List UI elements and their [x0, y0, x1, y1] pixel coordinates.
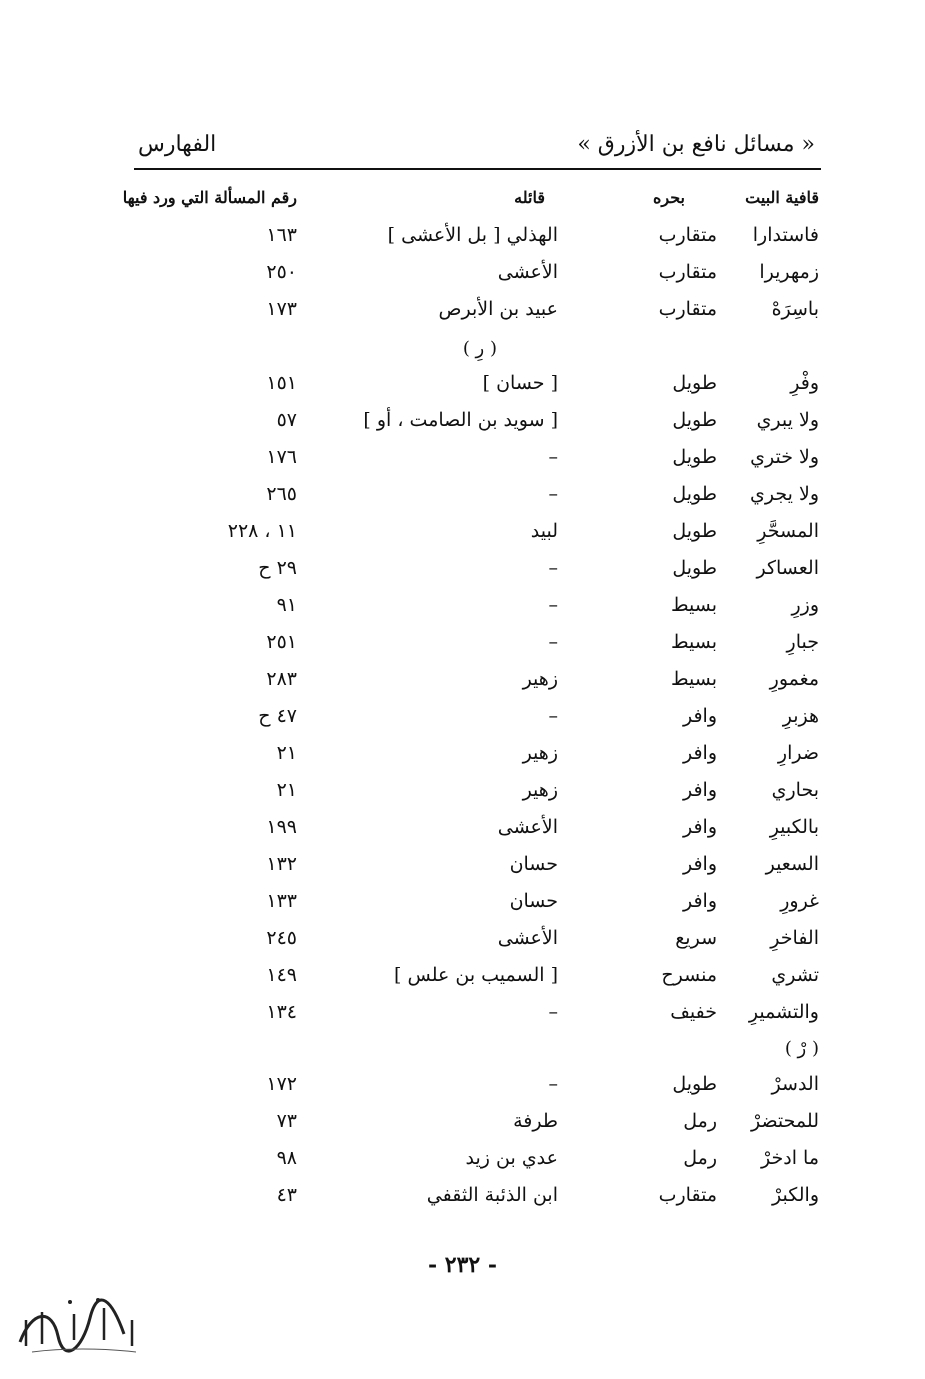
qafia-cell: السعير [765, 853, 819, 875]
table-row [0, 853, 925, 887]
bahr-cell: سريع [675, 927, 717, 949]
bahr-cell: متقارب [658, 224, 717, 246]
number-cell: ١٥١ [266, 372, 297, 394]
qail-cell: زهير [522, 779, 558, 801]
table-row [0, 927, 925, 961]
qafia-cell: ولا يبري [756, 409, 819, 431]
bahr-cell: طويل [672, 483, 717, 505]
qafia-cell: ضرارِ [777, 742, 819, 764]
qafia-cell: باسِرَهْ [771, 298, 819, 320]
table-row [0, 816, 925, 850]
section-marker-kasra: ( رِ ) [462, 338, 497, 359]
number-cell: ٤٧ ح [258, 705, 297, 727]
qafia-cell: تشري [771, 964, 819, 986]
qafia-cell: للمحتضرْ [750, 1110, 819, 1132]
qail-cell: ابن الذئبة الثقفي [426, 1184, 558, 1206]
qail-cell: لبيد [530, 520, 558, 542]
qafia-cell: وفْرِ [790, 372, 819, 394]
qail-cell: – [548, 1001, 558, 1023]
qafia-cell: بحاري [771, 779, 819, 801]
table-row [0, 668, 925, 702]
qail-cell: [ سويد بن الصامت ، أو ] [363, 409, 558, 431]
section-marker-sukun: ( رْ ) [784, 1038, 819, 1059]
qail-cell: طرفة [513, 1110, 558, 1132]
qafia-cell: فاستدارا [752, 224, 819, 246]
qafia-cell: ما ادخرْ [761, 1147, 819, 1169]
number-cell: ١٧٢ [266, 1073, 297, 1095]
column-header-bahr: بحره [653, 188, 685, 207]
qafia-cell: زمهريرا [759, 261, 819, 283]
number-cell: ١٣٤ [266, 1001, 297, 1023]
number-cell: ٢١ [276, 742, 297, 764]
table-row [0, 409, 925, 443]
bahr-cell: طويل [672, 557, 717, 579]
bahr-cell: وافر [682, 779, 717, 801]
bahr-cell: طويل [672, 1073, 717, 1095]
number-cell: ٢٥٠ [266, 261, 297, 283]
number-cell: ١١ ، ٢٢٨ [227, 520, 297, 542]
bahr-cell: متقارب [658, 298, 717, 320]
qail-cell: عبيد بن الأبرص [438, 298, 558, 320]
qafia-cell: الدسرْ [771, 1073, 819, 1095]
table-row [0, 1001, 925, 1035]
qafia-cell: بالكبيرِ [769, 816, 819, 838]
qafia-cell: جبارِ [786, 631, 819, 653]
number-cell: ٥٧ [276, 409, 297, 431]
bahr-cell: طويل [672, 520, 717, 542]
qafia-cell: مغمورِ [769, 668, 819, 690]
bahr-cell: متقارب [658, 261, 717, 283]
qail-cell: – [548, 446, 558, 468]
qail-cell: [ حسان ] [482, 372, 558, 394]
qafia-cell: هزبرِ [782, 705, 819, 727]
bahr-cell: وافر [682, 742, 717, 764]
number-cell: ٧٣ [276, 1110, 297, 1132]
table-row [0, 742, 925, 776]
qafia-cell: المسحَّرِ [757, 520, 819, 542]
number-cell: ٢١ [276, 779, 297, 801]
number-cell: ١٣٣ [266, 890, 297, 912]
number-cell: ١٧٣ [266, 298, 297, 320]
table-row [0, 779, 925, 813]
table-row [0, 1147, 925, 1181]
table-row [0, 964, 925, 998]
qail-cell: – [548, 705, 558, 727]
qail-cell: – [548, 483, 558, 505]
qail-cell: حسان [509, 853, 558, 875]
table-row [0, 298, 925, 332]
bahr-cell: خفيف [670, 1001, 717, 1023]
bahr-cell: طويل [672, 446, 717, 468]
qafia-cell: والكبرْ [772, 1184, 819, 1206]
bahr-cell: بسيط [670, 668, 717, 690]
section-title: الفهارس [138, 132, 217, 157]
number-cell: ٢٥١ [266, 631, 297, 653]
bahr-cell: رمل [683, 1147, 717, 1169]
bahr-cell: وافر [682, 705, 717, 727]
qail-cell: الهذلي [ بل الأعشى ] [387, 224, 558, 246]
number-cell: ٢٦٥ [266, 483, 297, 505]
table-row [0, 372, 925, 406]
number-cell: ١٧٦ [266, 446, 297, 468]
qail-cell: زهير [522, 668, 558, 690]
number-cell: ١٦٣ [266, 224, 297, 246]
qail-cell: زهير [522, 742, 558, 764]
qail-cell: حسان [509, 890, 558, 912]
bahr-cell: وافر [682, 890, 717, 912]
qail-cell: الأعشى [497, 927, 558, 949]
bahr-cell: طويل [672, 372, 717, 394]
table-row [0, 557, 925, 591]
number-cell: ١٩٩ [266, 816, 297, 838]
qail-cell: [ السميب بن علس ] [394, 964, 558, 986]
qail-cell: الأعشى [497, 261, 558, 283]
header-divider [134, 168, 821, 170]
bahr-cell: بسيط [670, 594, 717, 616]
qafia-cell: ولا ختري [750, 446, 819, 468]
qafia-cell: وزرِ [791, 594, 819, 616]
library-stamp-logo [12, 1290, 142, 1360]
qafia-cell: العساكر [756, 557, 819, 579]
qail-cell: – [548, 631, 558, 653]
bahr-cell: وافر [682, 816, 717, 838]
number-cell: ١٣٢ [266, 853, 297, 875]
bahr-cell: متقارب [658, 1184, 717, 1206]
qafia-cell: والتشميرِ [748, 1001, 819, 1023]
table-row [0, 631, 925, 665]
table-row [0, 483, 925, 517]
table-row [0, 890, 925, 924]
table-row [0, 261, 925, 295]
table-row [0, 446, 925, 480]
table-row [0, 594, 925, 628]
bahr-cell: طويل [672, 409, 717, 431]
number-cell: ٩٨ [276, 1147, 297, 1169]
book-title: « مسائل نافع بن الأزرق » [577, 132, 815, 157]
qail-cell: عدي بن زيد [465, 1147, 558, 1169]
number-cell: ٢٨٣ [266, 668, 297, 690]
page-number: - ٢٣٢ - [427, 1252, 498, 1278]
number-cell: ٩١ [276, 594, 297, 616]
qafia-cell: ولا يجري [750, 483, 819, 505]
bahr-cell: منسرح [661, 964, 717, 986]
table-row [0, 705, 925, 739]
qail-cell: الأعشى [497, 816, 558, 838]
number-cell: ٢٤٥ [266, 927, 297, 949]
qail-cell: – [548, 1073, 558, 1095]
column-header-number: رقم المسألة التي ورد فيها [122, 188, 297, 207]
column-header-qail: قائله [514, 188, 545, 207]
bahr-cell: بسيط [670, 631, 717, 653]
column-header-qafia: قافية البيت [745, 188, 819, 207]
number-cell: ١٤٩ [266, 964, 297, 986]
bahr-cell: وافر [682, 853, 717, 875]
number-cell: ٤٣ [276, 1184, 297, 1206]
table-row [0, 520, 925, 554]
table-row [0, 1073, 925, 1107]
qafia-cell: الفاخرِ [770, 927, 819, 949]
table-row [0, 1110, 925, 1144]
number-cell: ٢٩ ح [258, 557, 297, 579]
table-row [0, 1184, 925, 1218]
qail-cell: – [548, 557, 558, 579]
bahr-cell: رمل [683, 1110, 717, 1132]
qail-cell: – [548, 594, 558, 616]
table-row [0, 224, 925, 258]
qafia-cell: غرورِ [780, 890, 819, 912]
